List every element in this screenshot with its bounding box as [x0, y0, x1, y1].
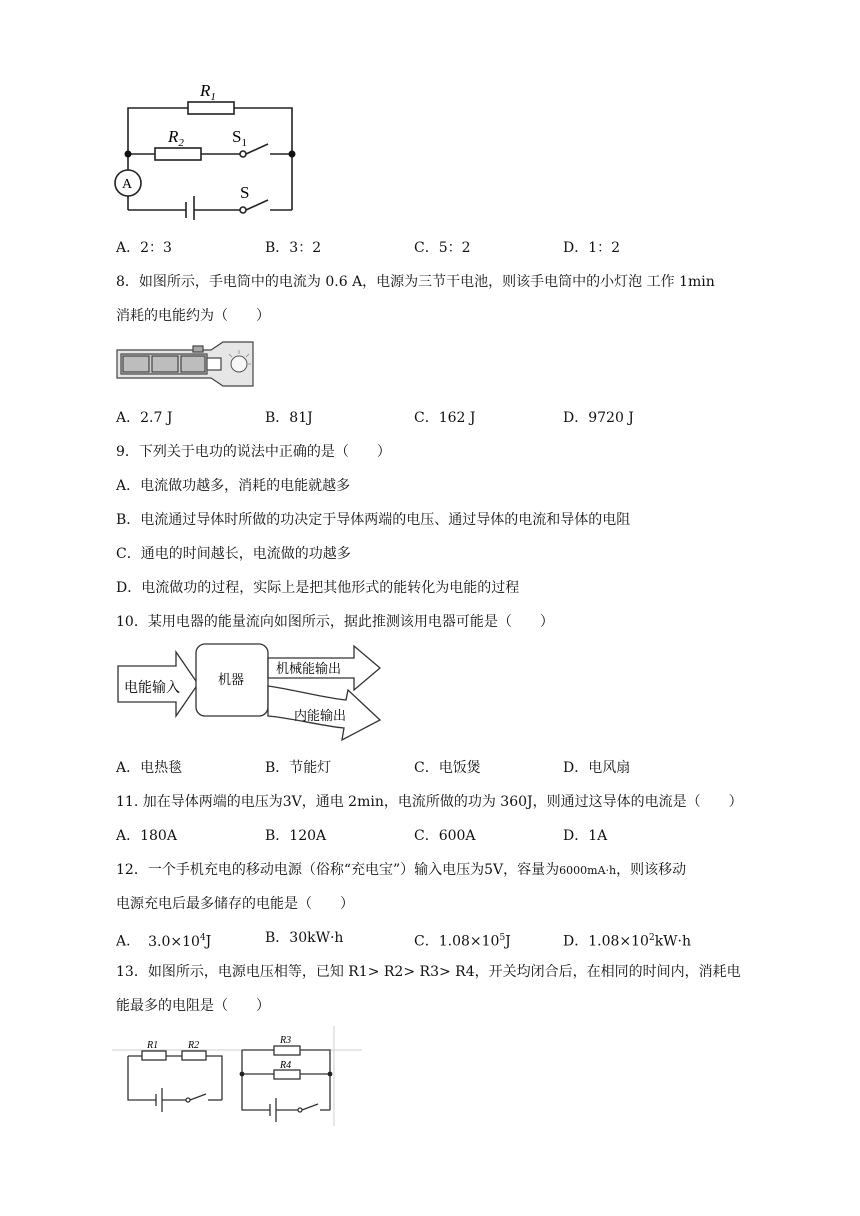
q7-option-a[interactable]: A．2：3 — [116, 240, 172, 256]
q12-option-d-value: 1.08×10 — [588, 933, 649, 950]
q13-r3-label: R3 — [280, 1035, 292, 1046]
q11-option-c[interactable]: C．600A — [414, 828, 476, 844]
s1-label: $S_1$ — [232, 127, 247, 149]
q13-r1-label: R1 — [147, 1040, 159, 1051]
q7-option-d[interactable]: D．1：2 — [563, 240, 621, 256]
q7-option-c[interactable]: C．5：2 — [414, 240, 471, 256]
energy-flow-diagram — [116, 640, 384, 746]
q13-circuit-figures — [112, 1022, 364, 1128]
q12-option-b-label: B． — [265, 930, 290, 946]
q12-option-d-unit: kW·h — [654, 933, 692, 950]
q8-option-b[interactable]: B．81J — [265, 410, 313, 426]
internal-energy-output-label: 内能输出 — [294, 709, 347, 724]
q12-option-a-value: 3.0×10 — [148, 933, 200, 950]
q13-stem-line1: 13．如图所示，电源电压相等，已知 R1> R2> R3> R4，开关均闭合后，在相同的时间内，消耗电 — [116, 964, 741, 980]
q12-option-a-label: A． — [116, 933, 141, 950]
flashlight-figure — [115, 338, 257, 390]
q8-stem-line1: 8．如图所示，手电筒中的电流为 0.6 A，电源为三节干电池，则该手电筒中的小灯泡 工作 1min — [116, 274, 715, 290]
q8-option-a[interactable]: A．2.7 J — [116, 410, 173, 426]
q12-option-b[interactable] — [265, 928, 343, 948]
q12-option-a-unit: J — [205, 933, 212, 950]
q12-stem-line2: 电源充电后最多储存的电能是（ ） — [116, 896, 354, 912]
q11-option-b[interactable]: B．120A — [265, 828, 327, 844]
q9-stem: 9．下列关于电功的说法中正确的是（ ） — [116, 444, 391, 460]
machine-label: 机器 — [218, 673, 245, 688]
q12-option-d-exp: 2 — [648, 933, 655, 943]
q13-r2-label: R2 — [188, 1040, 200, 1051]
q8-option-d[interactable]: D．9720 J — [563, 410, 634, 426]
q8-option-c[interactable]: C．162 J — [414, 410, 476, 426]
q12-option-c-value: 1.08×10 — [438, 933, 500, 950]
q12-option-c-unit: J — [505, 933, 511, 950]
q12-stem-line1 — [116, 860, 686, 881]
q7-circuit-figure — [108, 74, 308, 220]
s-label: S — [240, 183, 250, 202]
q12-option-a-exp: 4 — [199, 933, 206, 943]
q12-option-a[interactable] — [116, 928, 211, 952]
q9-option-b[interactable]: B．电流通过导体时所做的功决定于导体两端的电压、通过导体的电流和导体的电阻 — [116, 512, 631, 528]
q11-option-a[interactable]: A．180A — [116, 828, 177, 844]
q10-option-a[interactable]: A．电热毯 — [116, 760, 183, 776]
q13-stem-line2: 能最多的电阻是（ ） — [116, 998, 270, 1014]
q12-option-c-label: C． — [414, 933, 439, 950]
q12-capacity: 6000mA·h — [559, 864, 617, 877]
q8-stem-line2: 消耗的电能约为（ ） — [116, 308, 270, 324]
q12-option-d[interactable] — [563, 928, 691, 952]
q13-r4-label: R4 — [280, 1060, 292, 1071]
q12-stem-text-b: ，则该移动 — [616, 862, 687, 878]
q12-option-c[interactable] — [414, 928, 511, 952]
q12-option-c-exp: 5 — [499, 933, 506, 943]
q9-option-c[interactable]: C．通电的时间越长，电流做的功越多 — [116, 546, 351, 562]
r1-label: $R_1$ — [200, 81, 216, 103]
q12-option-b-value: 30kW·h — [289, 930, 344, 946]
q9-option-a[interactable]: A．电流做功越多，消耗的电能就越多 — [116, 478, 351, 494]
ammeter-label: A — [122, 177, 133, 192]
q11-stem: 11. 加在导体两端的电压为3V，通电 2min，电流所做的功为 360J，则通过这导体的电流是（ ） — [116, 794, 743, 810]
q7-option-b[interactable]: B．3：2 — [265, 240, 322, 256]
q10-option-d[interactable]: D．电风扇 — [563, 760, 631, 776]
energy-input-label: 电能输入 — [124, 680, 180, 696]
q10-stem: 10．某用电器的能量流向如图所示，据此推测该用电器可能是（ ） — [116, 614, 554, 630]
q11-option-d[interactable]: D．1A — [563, 828, 608, 844]
mechanical-output-label: 机械能输出 — [276, 662, 342, 677]
r2-label: $R_2$ — [168, 127, 184, 149]
q10-option-c[interactable]: C．电饭煲 — [414, 760, 481, 776]
q9-option-d[interactable]: D．电流做功的过程，实际上是把其他形式的能转化为电能的过程 — [116, 580, 520, 596]
q12-stem-text-a: 12．一个手机充电的移动电源（俗称“充电宝”）输入电压为5V，容量为 — [116, 862, 560, 878]
q10-option-b[interactable]: B．节能灯 — [265, 760, 332, 776]
q12-option-d-label: D． — [563, 933, 589, 950]
